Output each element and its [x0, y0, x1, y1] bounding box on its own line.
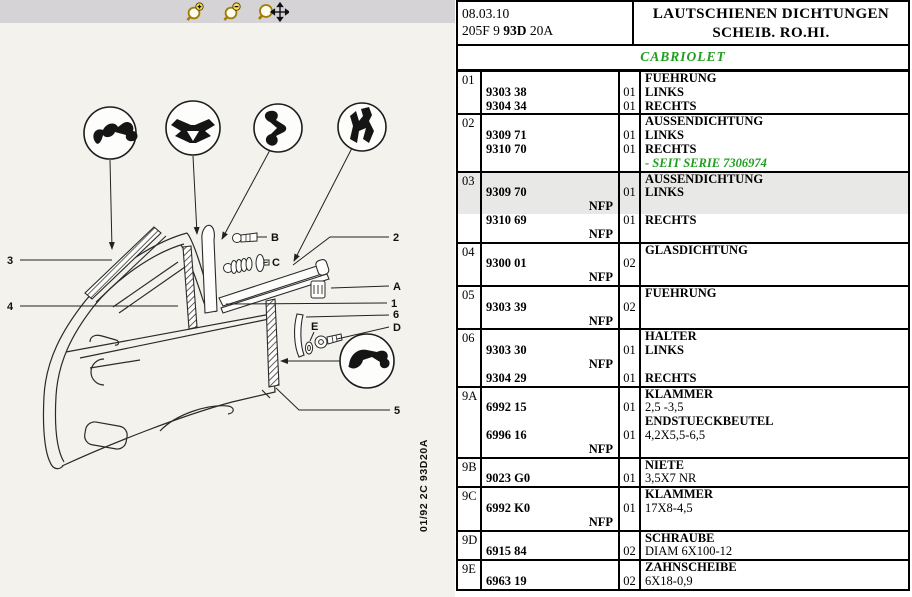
part-number-cell: 9303 30 [482, 344, 620, 358]
part-number-cell [482, 488, 620, 502]
part-line [482, 472, 908, 486]
ref-cell: 06 [458, 330, 482, 385]
part-line [482, 459, 908, 473]
part-number-cell: 9309 71 [482, 129, 620, 143]
plate-title-line1: LAUTSCHIENEN DICHTUNGEN [652, 6, 890, 22]
description-cell: 3,5X7 NR [645, 471, 697, 486]
quantity-cell [620, 173, 641, 187]
part-line [482, 271, 908, 285]
row-lines [482, 532, 908, 560]
part-line [482, 301, 908, 315]
exploded-view-diagram [0, 0, 455, 597]
quantity-cell [620, 443, 641, 457]
part-line [482, 443, 908, 457]
part-line [482, 315, 908, 329]
part-line [482, 575, 908, 589]
description-cell: 17X8-4,5 [645, 500, 693, 515]
description-cell: KLAMMER [645, 487, 714, 502]
quantity-cell [620, 516, 641, 530]
part-line [482, 344, 908, 358]
part-number-cell [482, 115, 620, 129]
part-line [482, 257, 908, 271]
quantity-cell [620, 200, 641, 214]
description-cell: DIAM 6X100-12 [645, 544, 733, 559]
ref-cell: 9D [458, 532, 482, 560]
ref-cell: 9E [458, 561, 482, 589]
pan-button[interactable] [257, 2, 289, 22]
description-cell: ENDSTUECKBEUTEL [645, 414, 774, 429]
description-cell: AUSSENDICHTUNG [645, 114, 764, 129]
part-line [482, 502, 908, 516]
quantity-cell [620, 315, 641, 329]
diagram-toolbar [0, 0, 455, 23]
quantity-cell: 01 [620, 429, 641, 443]
zoom-out-button[interactable] [220, 2, 246, 22]
quantity-cell [620, 561, 641, 575]
nfp-cell: NFP [482, 271, 620, 285]
quantity-cell: 02 [620, 575, 641, 589]
quantity-cell [620, 415, 641, 429]
part-line [482, 287, 908, 301]
part-number-cell [482, 415, 620, 429]
part-line [482, 214, 908, 228]
part-number-cell [482, 388, 620, 402]
part-number-cell [482, 244, 620, 258]
description-cell [641, 200, 908, 214]
description-cell [641, 301, 908, 315]
quantity-cell [620, 157, 641, 171]
zoom-out-magnifier-icon [222, 2, 245, 22]
ref-cell: 05 [458, 287, 482, 328]
ref-cell: 04 [458, 244, 482, 285]
row-lines [482, 115, 908, 170]
part-number-cell: 6996 16 [482, 429, 620, 443]
parts-row[interactable] [458, 561, 908, 591]
part-number-cell [482, 72, 620, 86]
description-cell: RECHTS [645, 141, 697, 156]
part-label-D[interactable]: D [393, 322, 401, 334]
part-label-1[interactable]: 1 [391, 298, 398, 310]
part-label-C[interactable]: C [272, 257, 280, 269]
part-number-cell [482, 459, 620, 473]
description-cell: RECHTS [645, 98, 697, 113]
leader-line-A [331, 286, 389, 288]
quantity-cell [620, 358, 641, 372]
part-number-cell [482, 157, 620, 171]
part-label-E[interactable]: E [311, 321, 319, 333]
part-line [482, 115, 908, 129]
description-cell: 6X18-0,9 [645, 573, 693, 588]
variant-banner [458, 46, 908, 72]
description-cell [641, 257, 908, 271]
parts-list-panel [456, 0, 910, 591]
part-label-A[interactable]: A [393, 281, 401, 293]
ref-cell: 01 [458, 72, 482, 113]
part-number-cell: 6992 K0 [482, 502, 620, 516]
part-number-cell: 9303 38 [482, 86, 620, 100]
part-line [482, 200, 908, 214]
parts-row[interactable] [458, 244, 908, 287]
part-line [482, 488, 908, 502]
part-label-6[interactable]: 6 [393, 309, 400, 321]
description-cell: RECHTS [645, 212, 697, 227]
part-label-4[interactable]: 4 [7, 301, 14, 313]
part-line [482, 532, 908, 546]
part-line [482, 244, 908, 258]
part-line [482, 72, 908, 86]
part-number-cell: 6992 15 [482, 401, 620, 415]
parts-row[interactable] [458, 459, 908, 489]
quantity-cell [620, 271, 641, 285]
description-cell: 4,2X5,5-6,5 [645, 427, 706, 442]
quantity-cell: 02 [620, 545, 641, 559]
part-line [482, 86, 908, 100]
parts-row[interactable] [458, 532, 908, 562]
part-line [482, 157, 908, 171]
row-lines [482, 488, 908, 529]
row-lines [482, 561, 908, 589]
quantity-cell: 02 [620, 257, 641, 271]
part-line [482, 228, 908, 242]
part-number-cell [482, 173, 620, 187]
quantity-cell [620, 244, 641, 258]
part-line [482, 100, 908, 114]
plate-title [634, 2, 908, 44]
quantity-cell: 01 [620, 344, 641, 358]
part-number-cell [482, 287, 620, 301]
part-line [482, 401, 908, 415]
part-label-B[interactable]: B [271, 232, 279, 244]
row-lines [482, 330, 908, 385]
part-label-2[interactable]: 2 [393, 232, 400, 244]
description-cell: KLAMMER [645, 386, 714, 401]
profile-callout-circles [84, 101, 394, 388]
parts-row[interactable] [458, 287, 908, 330]
quantity-cell: 01 [620, 100, 641, 114]
part-number-cell: 6963 19 [482, 575, 620, 589]
nfp-cell: NFP [482, 315, 620, 329]
part-line [482, 388, 908, 402]
parts-row[interactable] [458, 388, 908, 459]
part-line [482, 545, 908, 559]
leader-line-5 [276, 388, 390, 410]
nfp-cell: NFP [482, 516, 620, 530]
part-line [482, 143, 908, 157]
plate-reference [458, 2, 634, 44]
description-cell: HALTER [645, 329, 697, 344]
zoom-in-magnifier-icon [185, 2, 208, 22]
diagram-panel [0, 0, 455, 597]
part-number-cell: 9304 34 [482, 100, 620, 114]
description-cell: LINKS [645, 84, 684, 99]
catalog-header [458, 2, 908, 46]
ref-cell: 03 [458, 173, 482, 242]
description-cell: SCHRAUBE [645, 530, 715, 545]
leader-line-2 [293, 237, 389, 265]
part-line [482, 372, 908, 386]
part-number-cell: 9023 G0 [482, 472, 620, 486]
part-number-cell: 9310 70 [482, 143, 620, 157]
part-number-cell: 9303 39 [482, 301, 620, 315]
quantity-cell: 01 [620, 186, 641, 200]
row-lines [482, 72, 908, 113]
part-number-cell [482, 532, 620, 546]
description-cell [641, 271, 908, 285]
nfp-cell: NFP [482, 358, 620, 372]
pan-magnifier-icon [257, 2, 289, 22]
description-cell: LINKS [645, 185, 684, 200]
part-line [482, 429, 908, 443]
quantity-cell [620, 532, 641, 546]
row-lines [482, 173, 908, 242]
description-cell [641, 228, 908, 242]
quantity-cell: 02 [620, 301, 641, 315]
quantity-cell: 01 [620, 143, 641, 157]
catalog-date: 08.03.10 [462, 6, 510, 21]
ref-cell: 9C [458, 488, 482, 529]
part-line [482, 186, 908, 200]
description-cell: LINKS [645, 343, 684, 358]
part-label-5[interactable]: 5 [394, 405, 401, 417]
plate-title-line2: SCHEIB. RO.HI. [712, 25, 830, 41]
part-line [482, 129, 908, 143]
ref-cell: 9A [458, 388, 482, 457]
quantity-cell [620, 228, 641, 242]
part-line [482, 415, 908, 429]
quantity-cell: 01 [620, 214, 641, 228]
leader-line-E [310, 332, 314, 341]
part-line [482, 173, 908, 187]
quantity-cell: 01 [620, 401, 641, 415]
part-number-cell: 9304 29 [482, 372, 620, 386]
parts-row[interactable] [458, 115, 908, 172]
parts-table [458, 72, 908, 591]
part-number-cell [482, 330, 620, 344]
nfp-cell: NFP [482, 228, 620, 242]
series-note-cell: - SEIT SERIE 7306974 [645, 155, 767, 170]
variant-label: CABRIOLET [640, 49, 726, 64]
parts-row[interactable] [458, 72, 908, 115]
description-cell: GLASDICHTUNG [645, 242, 748, 257]
nfp-cell: NFP [482, 200, 620, 214]
parts-row[interactable] [458, 330, 908, 387]
quantity-cell [620, 287, 641, 301]
plate-code: 205F 9 93D 20A [462, 23, 554, 38]
part-number-cell: 9309 70 [482, 186, 620, 200]
quantity-cell [620, 72, 641, 86]
description-cell [641, 443, 908, 457]
quantity-cell: 01 [620, 86, 641, 100]
quantity-cell: 01 [620, 129, 641, 143]
part-number-cell: 9300 01 [482, 257, 620, 271]
parts-row[interactable] [458, 173, 908, 244]
description-cell: 2,5 -3,5 [645, 400, 684, 415]
quantity-cell [620, 115, 641, 129]
quantity-cell [620, 488, 641, 502]
part-line [482, 516, 908, 530]
plate-code-stamp: 01/92 2C 93D20A [418, 438, 430, 532]
row-lines [482, 244, 908, 285]
quantity-cell: 01 [620, 502, 641, 516]
description-cell: NIETE [645, 457, 684, 472]
description-cell [641, 516, 908, 530]
part-label-3[interactable]: 3 [7, 255, 14, 267]
parts-row[interactable] [458, 488, 908, 531]
row-lines [482, 388, 908, 457]
description-cell [641, 358, 908, 372]
description-cell: RECHTS [645, 370, 697, 385]
part-number-cell [482, 561, 620, 575]
nfp-cell: NFP [482, 443, 620, 457]
row-lines [482, 459, 908, 487]
description-cell [641, 315, 908, 329]
description-cell: FUEHRUNG [645, 285, 717, 300]
quantity-cell [620, 388, 641, 402]
ref-cell: 02 [458, 115, 482, 170]
quantity-cell [620, 459, 641, 473]
row-lines [482, 287, 908, 328]
quantity-cell [620, 330, 641, 344]
part-number-cell: 9310 69 [482, 214, 620, 228]
ref-cell: 9B [458, 459, 482, 487]
part-line [482, 330, 908, 344]
part-number-cell: 6915 84 [482, 545, 620, 559]
part-line [482, 358, 908, 372]
zoom-in-button[interactable] [183, 2, 209, 22]
description-cell: LINKS [645, 128, 684, 143]
leader-line-6 [306, 315, 389, 317]
description-cell: AUSSENDICHTUNG [645, 171, 764, 186]
description-cell: ZAHNSCHEIBE [645, 560, 737, 575]
quantity-cell: 01 [620, 472, 641, 486]
description-cell: FUEHRUNG [645, 71, 717, 85]
quantity-cell: 01 [620, 372, 641, 386]
part-line [482, 561, 908, 575]
